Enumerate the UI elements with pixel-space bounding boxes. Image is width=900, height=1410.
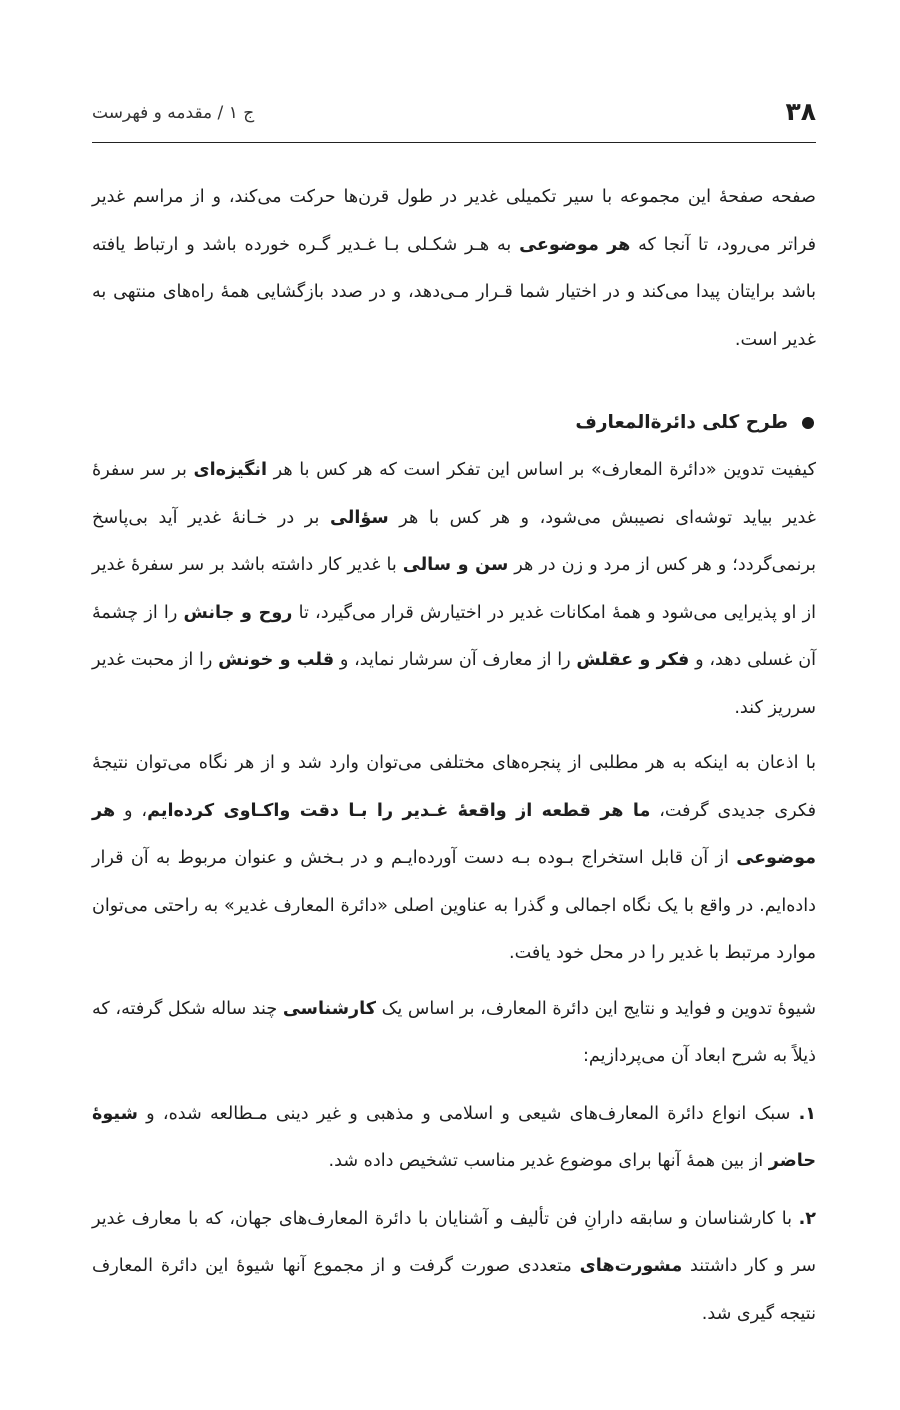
page-body (92, 174, 816, 1338)
section-heading-text: طرح کلی دائرةالمعارف (575, 412, 788, 433)
emphasis: هر موضوعی (92, 800, 816, 868)
page-header (92, 92, 816, 143)
paragraph: کیفیت تدوین «دائرة المعارف» بر اساس این تفکر است که هر کس با هر انگیزه‌ای بر سر سفرهٔ غدیر بیاید توشه‌ای نصیبش می‌شود، و هر کس با هر سؤالی بر در خـانهٔ غدیر آید بی‌پاسخ برنمی‌گردد؛ و هر کس از مرد و زن در هر سن و سالی با غدیر کار داشته باشد بر سر سفرهٔ غدیر از او پذیرایی می‌شود و همهٔ امکانات غدیر در اختیارش قرار می‌گیرد، تا روح و جانش را از چشمهٔ آن غسلی دهد، و فکر و عقلش را از معارف آن سرشار نماید، و قلب و خونش را از محبت غدیر سرریز کند. (92, 460, 817, 718)
list-item (92, 1196, 816, 1339)
bullet-icon (802, 417, 814, 429)
emphasis: انگیزه‌ای (193, 460, 268, 480)
emphasis: ما هر قطعه از واقعهٔ غـدیر را بـا دقت واکـاوی کرده‌ایم (147, 800, 651, 821)
emphasis: سؤالی (329, 507, 389, 528)
running-title: ج ۱ / مقدمه و فهرست (92, 103, 255, 123)
list-item-text: سبک انواع دائرة المعارف‌های شیعی و اسلامی و مذهبی و غیر دینی مـطالعه شده، و شیوهٔ حاضر از بین همهٔ آنها برای موضوع غدیر مناسب تشخیص داده شد. (92, 1103, 816, 1171)
intro-paragraph: صفحه صفحهٔ این مجموعه با سیر تکمیلی غدیر در طول قرن‌ها حرکت می‌کند، و از مراسم غدیر فراتر می‌رود، تا آنجا که هر موضوعی به هـر شکـلی بـا غـدیر گـره خورده باشد و ارتباط یافته باشد برایتان پیدا می‌کند و در اختیار شما قـرار مـی‌دهد، و در صدد بازگشایی همهٔ راه‌های منتهی به غدیر است. (92, 187, 816, 350)
emphasis: سن و سالی (402, 555, 509, 575)
emphasis: کارشناسی (282, 998, 377, 1019)
list-item-text: با کارشناسان و سابقه دارانِ فن تألیف و آشنایان با دائرة المعارف‌های جهان، که با معارف غدیر سر و کار داشتند مشورت‌های متعددی صورت گرفت و از مجموع آنها شیوهٔ این دائرة المعارف نتیجه گیری شد. (92, 1208, 816, 1324)
list-item (92, 1091, 816, 1186)
emphasis: شیوهٔ حاضر (92, 1103, 816, 1171)
emphasis: قلب و خونش (218, 650, 335, 670)
paragraph: با اذعان به اینکه به هر مطلبی از پنجره‌های مختلفی می‌توان وارد شد و از هر نگاه می‌توان نتیجهٔ فکری جدیدی گرفت، ما هر قطعه از واقعهٔ غـدیر را بـا دقت واکـاوی کرده‌ایم، و هر موضوعی از آن قابل استخراج بـوده بـه دست آورده‌ایـم و در بـخش و عنوان مربوط به آن قرار داده‌ایم. در واقع با یک نگاه اجمالی و گذرا به عناوین اصلی «دائرة المعارف غدیر» به راحتی می‌توان موارد مرتبط با غدیر را در محل خود یافت. (92, 753, 816, 963)
emphasis: هر موضوعی (519, 234, 631, 255)
page-number: ۳۸ (785, 97, 816, 126)
emphasis: فکر و عقلش (576, 650, 690, 670)
section-heading (92, 399, 816, 447)
emphasis: مشورت‌های (579, 1256, 683, 1276)
paragraph: شیوهٔ تدوین و فواید و نتایج این دائرة المعارف، بر اساس یک کارشناسی چند ساله شکل گرفته، که ذیلاً به شرح ابعاد آن می‌پردازیم: (92, 998, 816, 1066)
emphasis: روح و جانش (183, 602, 293, 623)
book-page (92, 92, 816, 1338)
list-item-number: ۲. (798, 1208, 817, 1229)
list-item-number: ۱. (798, 1103, 816, 1124)
